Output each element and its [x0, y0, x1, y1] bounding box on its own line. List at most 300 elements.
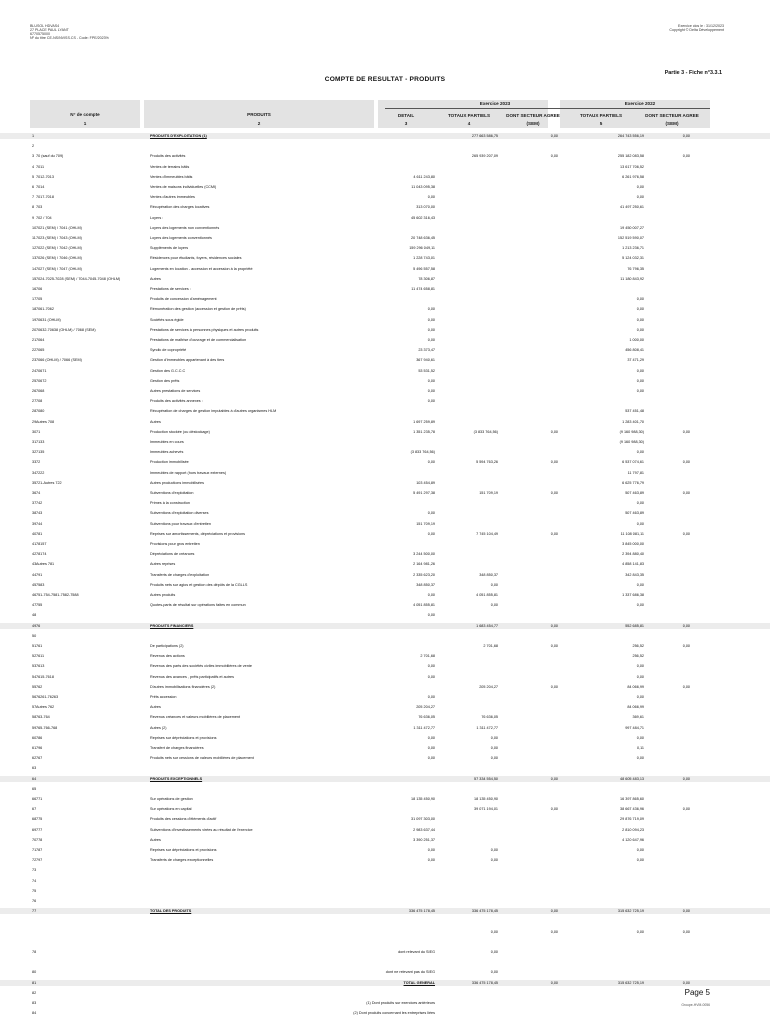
- detail-value: 0,00: [427, 317, 435, 322]
- partial-total-2022: 0,00: [636, 378, 644, 383]
- detail-value: 0,00: [427, 746, 435, 750]
- partial-total-2022: (9 160 988,30): [619, 440, 644, 444]
- secteur-column-header: DONT SECTEUR AGREE: [506, 113, 560, 118]
- table-row: [0, 929, 770, 935]
- detail-value: 367 940,61: [416, 358, 435, 363]
- product-label: Autres: [150, 837, 161, 842]
- table-row: [0, 572, 770, 578]
- table-row: [0, 551, 770, 557]
- account-code: 703: [36, 205, 43, 210]
- table-row: [0, 633, 770, 639]
- row-number: 42: [32, 552, 37, 557]
- product-label: Sur opérations en capital: [150, 807, 192, 812]
- table-row: [0, 408, 770, 414]
- account-code: 787: [36, 848, 43, 852]
- row-number: 32: [32, 450, 37, 455]
- row-number: 1: [32, 134, 35, 138]
- account-code: Autres 708: [36, 419, 55, 424]
- product-label: Loyers :: [150, 215, 164, 220]
- table-row: [0, 439, 770, 445]
- table-row: [0, 939, 770, 945]
- product-label: Subventions pour travaux d'entretien: [150, 521, 211, 526]
- table-row: [0, 398, 770, 404]
- table-row: [0, 480, 770, 486]
- row-number: 27: [32, 399, 37, 404]
- detail-value: 0,00: [427, 338, 435, 342]
- product-label: Produits nets sur cessions de valeurs mobilières de placement: [150, 756, 254, 761]
- detail-value: 0,00: [427, 695, 435, 699]
- table-row: [0, 755, 770, 761]
- table-row: [0, 194, 770, 200]
- approved-sector-2022: 0,00: [682, 460, 690, 465]
- detail-value: 0,00: [427, 674, 435, 679]
- table-row: [0, 1000, 770, 1006]
- detail-value: 0,00: [427, 756, 435, 761]
- partial-total-2022: 369,61: [632, 715, 644, 720]
- approved-sector-2023: 0,00: [550, 623, 558, 628]
- product-label: Loyers des logements non conventionnés: [150, 225, 220, 230]
- partial-total-2022: 38 667 436,96: [620, 807, 644, 812]
- product-label: Reprises sur amortissements, dépréciations et provisions: [150, 531, 246, 536]
- partial-total-2022: 0,00: [636, 327, 644, 332]
- row-number: 59: [32, 725, 37, 730]
- row-number: 76: [32, 899, 37, 903]
- partial-total-2022: 342 843,35: [625, 572, 644, 577]
- partial-total-2022: (9 160 988,30): [619, 429, 644, 434]
- detail-value: 313 070,00: [416, 205, 435, 210]
- detail-value: 11 474 658,81: [411, 287, 435, 291]
- table-row: [0, 684, 770, 690]
- product-label: Loyers des logements conventionnés: [150, 236, 212, 240]
- row-number: 18: [32, 307, 37, 312]
- partial-total-2022: 255 182 083,58: [617, 154, 644, 159]
- row-number: 57: [32, 705, 37, 710]
- table-row: [0, 133, 770, 139]
- product-label: Transferts de charges exceptionnelles: [150, 858, 214, 863]
- table-row: [0, 521, 770, 527]
- partial-total-2022: 29 876 719,09: [620, 817, 644, 822]
- row-number: 73: [32, 868, 37, 873]
- row-number: 67: [32, 807, 37, 812]
- table-row: [0, 612, 770, 618]
- row-number: 44: [32, 572, 37, 577]
- approved-sector-2023: 0,00: [550, 684, 558, 689]
- detail-value: 0,00: [427, 399, 435, 404]
- row-number: 80: [32, 970, 37, 975]
- table-row: [0, 949, 770, 955]
- table-row: [0, 317, 770, 323]
- table-row: [0, 449, 770, 455]
- product-label: Récupération de charges de gestion imputables à d'autres organismes HLM: [150, 409, 277, 414]
- partial-total-2022: 2 810 094,23: [622, 827, 644, 832]
- product-label: Prestations de maîtrise d'ouvrage et de commercialisation: [150, 338, 247, 342]
- account-code: 777: [36, 827, 43, 832]
- header-left-line: 6770575000: [30, 32, 50, 36]
- partial-total-2022: 5 124 032,31: [622, 256, 644, 261]
- row-number: 23: [32, 358, 37, 363]
- product-label: Prestations de services :: [150, 287, 191, 291]
- table-row: [0, 704, 770, 710]
- table-row: [0, 388, 770, 394]
- detail-value: 0,00: [427, 327, 435, 332]
- row-number: 49: [32, 623, 37, 628]
- table-row: [0, 245, 770, 251]
- partial-total-2022: 76 796,35: [627, 266, 644, 271]
- detail-value: 205 204,27: [416, 705, 435, 710]
- table-row: [0, 847, 770, 853]
- partial-total-2022: 1 283 401,70: [622, 419, 644, 424]
- exercice-2022-label: Exercice 2022: [624, 101, 656, 106]
- table-row: [0, 745, 770, 751]
- account-code: Autres 762: [36, 705, 55, 710]
- partial-total-2023: 0,00: [490, 746, 498, 750]
- account-code: 7064: [36, 338, 45, 342]
- account-code: 721-Autres 722: [36, 480, 62, 485]
- detail-column-header: DETAIL: [397, 113, 415, 118]
- product-label: Revenus des actions: [150, 654, 185, 659]
- detail-value: 4 051 855,81: [413, 603, 435, 608]
- row-number: 28: [32, 409, 37, 414]
- row-number: 22: [32, 348, 37, 353]
- approved-sector-2023: 0,00: [550, 531, 558, 536]
- detail-value: (3 833 764,56): [410, 450, 435, 455]
- product-label: Suppléments de loyers: [150, 246, 189, 251]
- product-label: Autres reprises: [150, 562, 176, 567]
- row-number: 10: [32, 225, 37, 230]
- account-code: 7022 (SEM) / 7042 (OHLM): [36, 246, 82, 251]
- detail-value: 0,00: [427, 195, 435, 200]
- account-code: 706: [36, 287, 43, 291]
- account-code: 751-754-7581-7582-7588: [36, 593, 79, 597]
- account-code: 7133: [36, 440, 45, 444]
- table-row: [0, 735, 770, 741]
- row-number: 36: [32, 491, 37, 495]
- approved-sector-2023: 0,00: [550, 644, 558, 648]
- detail-value: 5 491 297,38: [413, 491, 435, 495]
- detail-value: 1 351 235,78: [413, 429, 435, 434]
- table-row: [0, 368, 770, 374]
- detail-value: 0,00: [427, 858, 435, 863]
- table-row: [0, 531, 770, 537]
- product-label: Dépréciations de créances: [150, 552, 195, 557]
- row-number: 61: [32, 746, 37, 750]
- account-code: 7583: [36, 582, 45, 587]
- partial-total-2023: 18 135 450,90: [474, 797, 498, 801]
- partial-total-2022: 3 845 000,00: [622, 542, 644, 546]
- partial-total-2022: 11 797,81: [627, 470, 644, 475]
- detail-value: 4 611 243,80: [413, 174, 435, 179]
- row-number: 55: [32, 684, 37, 689]
- product-label: Production stockée (ou déstockage): [150, 429, 210, 434]
- product-label: Autres prestations de services: [150, 389, 201, 393]
- footer-code: Groupe-HVM-0056: [681, 1003, 710, 1007]
- partial-total-2022: 0,00: [636, 521, 644, 526]
- table-row: [0, 990, 770, 996]
- product-label: Autres productions immobilisées: [150, 480, 204, 485]
- account-code: 763-764: [36, 715, 50, 720]
- page-title: COMPTE DE RESULTAT - PRODUITS: [324, 76, 446, 83]
- product-label: Autres: [150, 419, 161, 424]
- account-code: 7066 (OHLM) / 7066 (SEM): [36, 358, 82, 363]
- detail-value: 3 390 251,37: [413, 837, 435, 842]
- product-label: TOTAL DES PRODUITS: [150, 909, 192, 914]
- table-row: [0, 296, 770, 302]
- table-row: [0, 725, 770, 731]
- approved-sector-2022: 0,00: [682, 491, 690, 495]
- product-label: PRODUITS EXCEPTIONNELS: [150, 776, 203, 781]
- detail-value: 0,00: [427, 531, 435, 536]
- product-label: dont relevant du SIEG: [398, 950, 435, 954]
- product-label: Transferts de charges d'exploitation: [150, 572, 210, 577]
- header-left-line: 27 PLACE PAUL LYANT: [30, 28, 69, 32]
- detail-value: 159 296 049,11: [409, 246, 435, 251]
- account-code: 765-766-768: [36, 725, 58, 730]
- header-left: [30, 24, 109, 40]
- row-number: 38: [32, 511, 37, 516]
- table-row: [0, 378, 770, 384]
- table-row: [0, 276, 770, 282]
- detail-value: 151 709,19: [416, 521, 435, 526]
- product-label: Autres (2): [150, 725, 167, 730]
- products-column-header: PRODUITS: [247, 112, 271, 117]
- row-number: 81: [32, 980, 37, 985]
- partial-total-2023: 0,00: [490, 735, 498, 740]
- table-row: [0, 266, 770, 272]
- partial-total-2022: 256,52: [632, 654, 644, 659]
- table-row: [0, 857, 770, 863]
- partial-total-2022: 0,00: [636, 195, 644, 200]
- product-label: Produits des activités annexes :: [150, 399, 203, 404]
- product-label: Subventions d'exploitation diverses: [150, 511, 209, 516]
- row-number: 77: [32, 909, 37, 914]
- partial-total-2022: 37 471,29: [627, 358, 644, 363]
- partial-total-2022: 0,00: [636, 317, 644, 322]
- account-code: Autres 781: [36, 562, 55, 567]
- product-label: (1) Dont produits sur exercices antérieurs: [366, 1001, 435, 1005]
- table-row: [0, 867, 770, 873]
- row-number: 78: [32, 950, 37, 954]
- table-row: [0, 827, 770, 833]
- row-number: 65: [32, 786, 37, 791]
- product-label: D'autres immobilisations financières (2): [150, 684, 216, 689]
- account-code: 70632-70638 (OHLM) / 7068 (SEM): [36, 327, 96, 332]
- product-label: Reprises sur dépréciations et provisions: [150, 848, 217, 852]
- row-number: 41: [32, 542, 37, 546]
- row-number: 56: [32, 695, 37, 699]
- product-label: Ventes d'immeubles bâtis: [150, 174, 193, 179]
- row-number: 13: [32, 256, 37, 261]
- partial-total-2023: 348 850,37: [479, 572, 498, 577]
- table-row: [0, 500, 770, 506]
- row-number: 84: [32, 1011, 37, 1016]
- table-row: [0, 419, 770, 425]
- table-row: [0, 510, 770, 516]
- partial-total-2022: 0,00: [636, 756, 644, 761]
- detail-value: 2 701,68: [420, 654, 435, 659]
- table-row: [0, 541, 770, 547]
- account-code: 781: [36, 531, 43, 536]
- detail-column-number: 3: [404, 121, 408, 126]
- account-code: 7061-7062: [36, 307, 54, 312]
- row-number: 31: [32, 440, 37, 444]
- detail-value: 336 475 178,45: [408, 909, 435, 914]
- partial-total-2023: 265 939 207,09: [471, 154, 498, 159]
- row-number: 35: [32, 480, 37, 485]
- table-row: [0, 969, 770, 975]
- account-code: 705: [36, 297, 43, 302]
- partial-total-2022: 0,00: [636, 858, 644, 863]
- table-row: [0, 816, 770, 822]
- approved-sector-2023: 0,00: [550, 929, 558, 934]
- row-number: 83: [32, 1001, 37, 1005]
- account-code: 7068: [36, 389, 45, 393]
- partial-total-2022: 0,00: [636, 603, 644, 608]
- product-label: Syndic de copropriété: [150, 348, 187, 353]
- product-label: Transfert de charges financières: [150, 746, 204, 750]
- account-code: 7026 (SEM) / 7046 (OHLM): [36, 256, 82, 261]
- product-label: Produits des activités: [150, 154, 186, 159]
- secteur2-column-header: DONT SECTEUR AGREE: [645, 113, 699, 118]
- product-label: Reprises sur dépréciations et provisions: [150, 735, 217, 740]
- partial-total-2022: 16 397 865,60: [620, 797, 644, 801]
- account-code: 78174: [36, 552, 47, 557]
- approved-sector-2022: 0,00: [682, 429, 690, 434]
- partial-total-2022: 152 519 590,07: [617, 236, 644, 240]
- detail-value: 23 373,47: [418, 348, 435, 353]
- account-code: 742: [36, 501, 43, 506]
- table-row: [0, 776, 770, 782]
- table-row: [0, 765, 770, 771]
- product-label: Prêts accession: [150, 695, 177, 699]
- detail-value: 1 228 743,01: [413, 256, 435, 261]
- account-code: 76: [36, 623, 41, 628]
- account-code: 7135: [36, 450, 45, 455]
- product-label: Revenus des parts des sociétés civiles immobilières de vente: [150, 664, 252, 669]
- partial-total-2022: 0,00: [636, 929, 644, 934]
- totaux-column-number: 4: [467, 121, 471, 126]
- table-row: [0, 592, 770, 598]
- partial-total-2022: 84 066,99: [627, 684, 644, 689]
- row-number: 25: [32, 378, 37, 383]
- row-number: 20: [32, 327, 37, 332]
- detail-value: 0,00: [427, 389, 435, 393]
- account-code: 7017-7018: [36, 195, 54, 200]
- partial-total-2023: (3 833 764,56): [473, 429, 498, 434]
- table-row: [0, 582, 770, 588]
- table-row: [0, 908, 770, 914]
- partial-total-2022: 0,00: [636, 368, 644, 373]
- product-label: PRODUITS FINANCIERS: [150, 623, 194, 628]
- account-code: 74: [36, 491, 41, 495]
- product-label: Produits nets sur agios et gestion des dépôts de la CGLLS: [150, 582, 248, 587]
- row-number: 40: [32, 531, 37, 536]
- detail-value: 76 636,05: [418, 715, 435, 720]
- table-row: [0, 898, 770, 904]
- account-code: 7024-7025-7028 (SEM) / 7044-7045-7048 (OHLM): [36, 276, 121, 281]
- partial-total-2023: 1 683 454,77: [476, 623, 498, 628]
- account-code: 762: [36, 684, 43, 689]
- account-code: 755: [36, 603, 43, 608]
- partial-total-2022: 2 394 880,40: [622, 552, 644, 557]
- detail-value: 1 697 259,89: [413, 419, 435, 424]
- row-number: 12: [32, 246, 37, 251]
- row-number: 60: [32, 735, 37, 740]
- account-code: 778: [36, 837, 43, 842]
- table-row: [0, 796, 770, 802]
- account-code: 771: [36, 797, 43, 801]
- row-number: 70: [32, 837, 37, 842]
- exercice-2023-label: Exercice 2023: [479, 101, 511, 106]
- detail-value: 0,00: [427, 460, 435, 465]
- partial-total-2023: 0,00: [490, 970, 498, 975]
- partial-total-2022: 0,00: [636, 674, 644, 679]
- row-number: 17: [32, 297, 37, 302]
- partial-total-2022: 6 625 776,79: [622, 480, 644, 485]
- table-row: [0, 255, 770, 261]
- detail-value: 11 043 095,38: [411, 185, 435, 189]
- row-number: 9: [32, 215, 35, 220]
- approved-sector-2022: 0,00: [682, 980, 690, 985]
- partial-total-2022: 11 180 843,92: [620, 276, 644, 281]
- header-right-line: Exercice clos le : 31/12/2023: [678, 24, 724, 28]
- table-row: [0, 174, 770, 180]
- detail-value: 2 335 623,20: [413, 572, 435, 577]
- partial-total-2023: 0,00: [490, 756, 498, 761]
- account-code: 7023 (SEM) / 7043 (OHLM): [36, 236, 82, 240]
- row-number: 71: [32, 848, 37, 852]
- table-row: [0, 357, 770, 363]
- partial-total-2022: 4 858 141,83: [622, 562, 644, 567]
- table-row: [0, 327, 770, 333]
- partial-total-2022: 0,00: [636, 582, 644, 587]
- row-number: 75: [32, 888, 37, 893]
- approved-sector-2022: 0,00: [682, 531, 690, 536]
- row-number: 8: [32, 205, 35, 210]
- partial-total-2022: 0,00: [636, 848, 644, 852]
- account-code: 7011: [36, 164, 45, 169]
- product-label: Produits des cessions d'éléments d'actif: [150, 817, 217, 822]
- row-number: 7: [32, 195, 35, 200]
- table-row: [0, 837, 770, 843]
- partial-total-2022: 1 000,00: [629, 338, 644, 342]
- detail-value: 45 602 316,43: [411, 215, 435, 220]
- product-label: Provisions pour gros entretien: [150, 542, 200, 546]
- account-code: 70672: [36, 378, 47, 383]
- table-row: [0, 164, 770, 170]
- detail-value: 0,00: [427, 735, 435, 740]
- row-number: 63: [32, 766, 37, 771]
- product-label: Ventes de terrains bâtis: [150, 164, 190, 169]
- divider: [565, 108, 710, 109]
- product-label: Sociétés sous égide: [150, 317, 184, 322]
- table-row: [0, 235, 770, 241]
- approved-sector-2023: 0,00: [550, 807, 558, 812]
- product-label: Logements en location - accession et accession à la propriété: [150, 266, 253, 271]
- detail-value: 3 244 500,00: [413, 552, 435, 557]
- row-number: 39: [32, 521, 37, 526]
- row-number: 16: [32, 287, 37, 291]
- product-label: Quotes-parts de résultat sur opérations faites en commun: [150, 603, 246, 608]
- account-code: 797: [36, 858, 43, 863]
- row-number: 45: [32, 582, 37, 587]
- detail-value: 0,00: [427, 848, 435, 852]
- partial-total-2022: 315 632 725,19: [617, 980, 644, 985]
- table-row: [0, 429, 770, 435]
- account-code: 708: [36, 399, 43, 404]
- partial-total-2022: 507 463,89: [625, 511, 644, 516]
- table-row: [0, 602, 770, 608]
- partial-total-2022: 315 632 725,19: [617, 909, 644, 914]
